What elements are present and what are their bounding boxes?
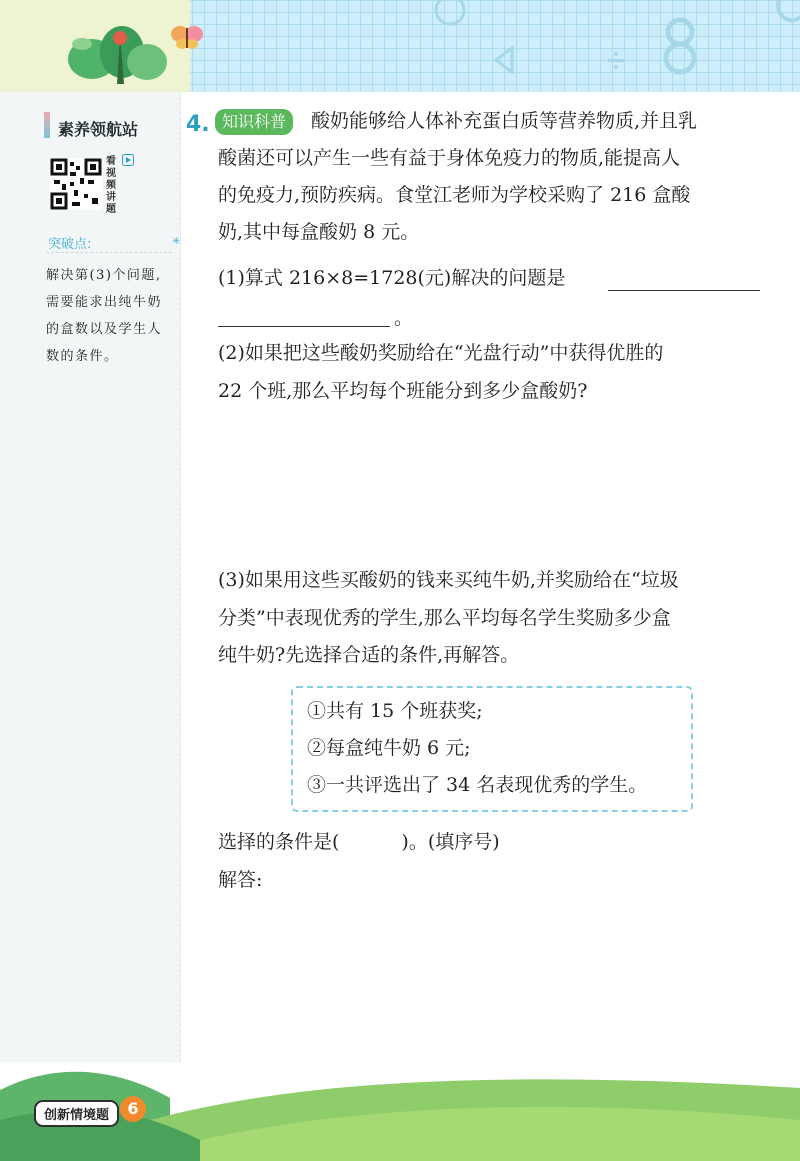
qr-code-icon[interactable] <box>50 158 102 210</box>
answer-label: 解答: <box>218 869 263 891</box>
intro-line-4: 奶,其中每盒酸奶 8 元。 <box>218 221 420 243</box>
circle-decoration-icon <box>430 0 470 28</box>
choose-end: )。(填序号) <box>401 831 500 853</box>
intro-line-1: 酸奶能够给人体补充蛋白质等营养物质,并且乳 <box>311 110 698 132</box>
part-2-line-1: (2)如果把这些酸奶奖励给在“光盘行动”中获得优胜的 <box>218 342 664 364</box>
triangle-decoration-icon <box>490 44 520 74</box>
page-number: 6 <box>120 1096 146 1122</box>
part-1-end: 。 <box>394 307 414 329</box>
sidebar-title: 素养领航站 <box>58 120 139 139</box>
condition-2: ②每盒纯牛奶 6 元; <box>307 737 471 759</box>
part-3-line-1: (3)如果用这些买酸奶的钱来买纯牛奶,并奖励给在“垃圾 <box>218 569 679 591</box>
footer-label: 创新情境题 <box>34 1100 119 1127</box>
part-3-line-2: 分类”中表现优秀的学生,那么平均每名学生奖励多少盒 <box>218 607 671 629</box>
breakpoint-text: 解决第(3)个问题,需要能求出纯牛奶的盒数以及学生人数的条件。 <box>46 268 163 364</box>
conditions-box <box>291 686 693 812</box>
plant-decoration-icon <box>62 14 172 88</box>
sparkle-icon: ✳ <box>172 236 181 247</box>
part-3-line-3: 纯牛奶?先选择合适的条件,再解答。 <box>218 644 520 666</box>
divide-decoration-icon <box>606 50 626 70</box>
part-3-answer-area[interactable] <box>218 905 758 1045</box>
choose-label: 选择的条件是( <box>218 831 340 853</box>
sidebar-title-marker <box>44 112 50 138</box>
circle-decoration-icon <box>770 0 800 30</box>
digit-decoration-icon <box>660 16 700 76</box>
question-number: 4. <box>186 112 210 137</box>
sidebar-divider <box>46 252 172 253</box>
part-1-answer-blank-2[interactable] <box>218 306 390 327</box>
intro-line-3: 的免疫力,预防疾病。食堂江老师为学校采购了 216 盒酸 <box>218 184 691 206</box>
condition-3: ③一共评选出了 34 名表现优秀的学生。 <box>307 774 648 796</box>
part-1-answer-blank[interactable] <box>608 270 760 291</box>
part-1-question <box>218 260 565 296</box>
condition-1: ①共有 15 个班获奖; <box>307 700 483 722</box>
part-2-line-2: 22 个班,那么平均每个班能分到多少盒酸奶? <box>218 380 588 402</box>
knowledge-tag: 知识科普 <box>215 109 293 135</box>
choose-condition-line <box>218 824 500 860</box>
video-lecture-label[interactable]: 看视频讲题 <box>106 156 116 215</box>
butterfly-icon <box>170 22 204 52</box>
intro-line-2: 酸菌还可以产生一些有益于身体免疫力的物质,能提高人 <box>218 147 681 169</box>
breakpoint-title: 突破点: <box>48 237 92 252</box>
part-2-answer-area[interactable] <box>218 420 758 550</box>
play-icon[interactable] <box>122 154 134 166</box>
part-1-text: (1)算式 216×8=1728(元)解决的问题是 <box>218 267 566 289</box>
